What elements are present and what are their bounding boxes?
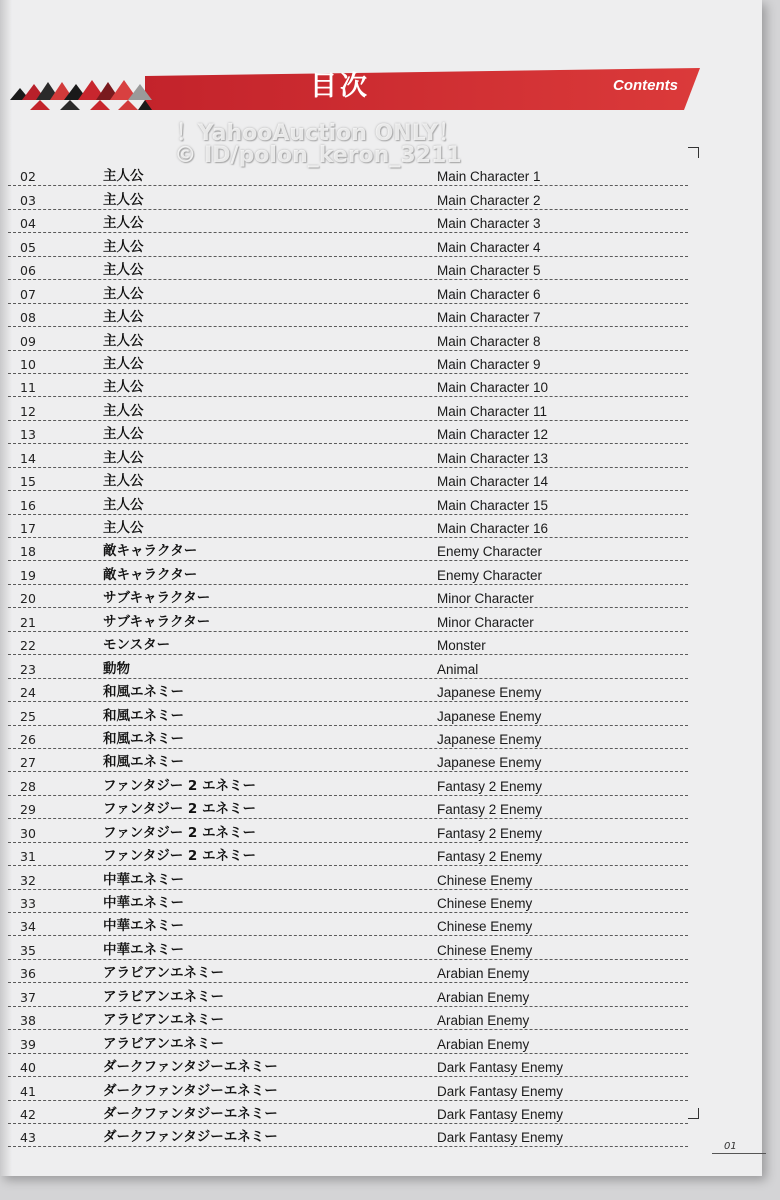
- toc-page-number: 24: [20, 685, 36, 701]
- toc-title-en: Main Character 16: [437, 521, 549, 536]
- toc-title-en: Enemy Character: [437, 567, 543, 583]
- toc-title-jp: アラビアンエネミー: [103, 965, 224, 982]
- toc-title-en: Main Character 8: [437, 333, 541, 349]
- toc-row: [8, 421, 688, 444]
- toc-row: [8, 702, 688, 725]
- toc-page-number: 12: [20, 403, 36, 419]
- toc-title-en: Fantasy 2 Enemy: [437, 802, 543, 818]
- toc-row: [8, 866, 688, 889]
- toc-row: [8, 233, 688, 256]
- toc-title-jp: 主人公: [103, 309, 144, 326]
- toc-row: [8, 351, 688, 374]
- toc-page-number: 29: [20, 802, 36, 818]
- toc-row: [8, 632, 688, 655]
- toc-title-jp: 主人公: [103, 215, 144, 232]
- toc-title-jp: ファンタジー 2 エネミー: [103, 824, 256, 841]
- toc-title-jp: 主人公: [103, 355, 144, 372]
- toc-row: [8, 679, 688, 702]
- toc-row: [8, 444, 688, 467]
- toc-title-jp: ファンタジー 2 エネミー: [103, 777, 256, 794]
- toc-page-number: 13: [20, 427, 36, 443]
- toc-title-en: Main Character 14: [437, 474, 549, 490]
- toc-title-en: Main Character 5: [437, 263, 541, 279]
- toc-row: [8, 772, 688, 795]
- toc-row: [8, 397, 688, 420]
- toc-title-jp: 主人公: [103, 449, 144, 466]
- toc-title-jp: 主人公: [103, 191, 144, 208]
- toc-title-en: Main Character 6: [437, 286, 541, 302]
- toc-page-number: 34: [20, 919, 36, 935]
- toc-page-number: 11: [20, 380, 36, 396]
- toc-title-en: Japanese Enemy: [437, 755, 542, 771]
- corner-mark-bottom-right: [688, 1108, 699, 1119]
- toc-title-jp: 主人公: [103, 262, 144, 279]
- toc-row: [8, 960, 688, 983]
- toc-page-number: 23: [20, 661, 36, 677]
- triangle-pattern-icon: [10, 80, 152, 110]
- toc-title-jp: 動物: [103, 660, 130, 677]
- toc-row: [8, 374, 688, 397]
- toc-title-jp: アラビアンエネミー: [103, 1012, 224, 1029]
- toc-page-number: 39: [20, 1036, 36, 1052]
- toc-title-en: Chinese Enemy: [437, 919, 533, 935]
- toc-page-number: 43: [20, 1130, 36, 1146]
- toc-row: [8, 491, 688, 514]
- toc-page-number: 32: [20, 872, 36, 888]
- toc-title-en: Fantasy 2 Enemy: [437, 778, 543, 794]
- toc-row: [8, 585, 688, 608]
- toc-title-jp: 主人公: [103, 473, 144, 490]
- toc-row: [8, 936, 688, 959]
- toc-row: [8, 327, 688, 350]
- toc-page-number: 27: [20, 755, 36, 771]
- toc-title-jp: ダークファンタジーエネミー: [103, 1082, 278, 1099]
- toc-title-en: Main Character 12: [437, 427, 549, 443]
- toc-title-en: Chinese Enemy: [437, 942, 533, 958]
- toc-title-jp: 和風エネミー: [103, 684, 184, 701]
- toc-page-number: 16: [20, 497, 36, 513]
- table-of-contents: [8, 163, 688, 1147]
- toc-row: [8, 1030, 688, 1053]
- toc-page-number: 36: [20, 966, 36, 982]
- toc-row: [8, 655, 688, 678]
- banner-subtitle: Contents: [613, 77, 678, 94]
- toc-row: [8, 913, 688, 936]
- toc-page-number: 30: [20, 825, 36, 841]
- toc-page-number: 25: [20, 708, 36, 724]
- toc-page-number: 09: [20, 333, 36, 349]
- toc-row: [8, 515, 688, 538]
- toc-title-jp: 主人公: [103, 332, 144, 349]
- toc-row: [8, 890, 688, 913]
- toc-title-en: Main Character 13: [437, 450, 549, 466]
- toc-page-number: 38: [20, 1013, 36, 1029]
- toc-title-en: Fantasy 2 Enemy: [437, 849, 543, 865]
- toc-page-number: 35: [20, 942, 36, 958]
- toc-title-en: Main Character 10: [437, 380, 549, 396]
- watermark-line-1: ！YahooAuction ONLY！: [175, 121, 461, 146]
- corner-mark-top-right: [688, 147, 699, 158]
- toc-title-jp: 敵キャラクター: [103, 566, 198, 583]
- toc-page-number: 37: [20, 989, 36, 1005]
- toc-row: [8, 819, 688, 842]
- toc-page-number: 08: [20, 310, 36, 326]
- toc-row: [8, 538, 688, 561]
- toc-title-en: Main Character 15: [437, 497, 549, 513]
- toc-page-number: 40: [20, 1060, 36, 1076]
- toc-row: [8, 1054, 688, 1077]
- toc-title-jp: サブキャラクター: [103, 590, 211, 607]
- toc-title-jp: 主人公: [103, 520, 144, 536]
- toc-page-number: 05: [20, 239, 36, 255]
- watermark-line-2: © ID/polon_keron_3211: [174, 143, 462, 168]
- toc-page-number: 10: [20, 356, 36, 372]
- toc-title-en: Main Character 4: [437, 239, 541, 255]
- toc-title-en: Arabian Enemy: [437, 1013, 530, 1029]
- toc-row: [8, 1101, 688, 1124]
- toc-title-en: Japanese Enemy: [437, 731, 542, 747]
- toc-row: [8, 304, 688, 327]
- toc-page-number: 02: [20, 169, 36, 185]
- toc-title-en: Minor Character: [437, 591, 534, 607]
- toc-title-en: Arabian Enemy: [437, 966, 530, 982]
- toc-page-number: 42: [20, 1106, 36, 1122]
- toc-title-en: Enemy Character: [437, 544, 543, 560]
- toc-page-number: 20: [20, 591, 36, 607]
- toc-page-number: 33: [20, 896, 36, 911]
- toc-title-en: Japanese Enemy: [437, 708, 542, 724]
- toc-title-jp: ダークファンタジーエネミー: [103, 1059, 278, 1076]
- toc-row: [8, 983, 688, 1006]
- toc-row: [8, 210, 688, 233]
- toc-row: [8, 561, 688, 584]
- toc-title-en: Dark Fantasy Enemy: [437, 1083, 564, 1099]
- toc-title-en: Arabian Enemy: [437, 989, 530, 1005]
- toc-title-en: Dark Fantasy Enemy: [437, 1060, 564, 1076]
- toc-page-number: 15: [20, 474, 36, 490]
- toc-title-jp: ダークファンタジーエネミー: [103, 1105, 278, 1122]
- toc-page-number: 26: [20, 731, 36, 747]
- toc-title-en: Main Character 3: [437, 216, 541, 232]
- toc-row: [8, 726, 688, 749]
- toc-title-en: Animal: [437, 661, 479, 677]
- toc-title-en: Monster: [437, 638, 486, 654]
- toc-page-number: 04: [20, 216, 36, 232]
- toc-title-en: Chinese Enemy: [437, 896, 533, 911]
- toc-title-jp: 中華エネミー: [103, 918, 184, 935]
- toc-page-number: 07: [20, 286, 36, 302]
- toc-row: [8, 1124, 688, 1147]
- toc-page-number: 21: [20, 614, 36, 630]
- toc-title-jp: 主人公: [103, 168, 144, 185]
- toc-row: [8, 608, 688, 631]
- toc-row: [8, 796, 688, 819]
- toc-page-number: 22: [20, 638, 36, 654]
- toc-title-en: Main Character 2: [437, 192, 541, 208]
- toc-title-jp: サブキャラクター: [103, 613, 211, 630]
- toc-page-number: 18: [20, 544, 36, 560]
- toc-title-jp: ファンタジー 2 エネミー: [103, 848, 256, 865]
- toc-title-en: Fantasy 2 Enemy: [437, 825, 543, 841]
- banner-title: 目次: [310, 71, 370, 102]
- toc-page-number: 03: [20, 192, 36, 208]
- toc-row: [8, 749, 688, 772]
- toc-row: [8, 843, 688, 866]
- toc-title-en: Minor Character: [437, 614, 534, 630]
- toc-row: [8, 186, 688, 209]
- toc-page-number: 17: [20, 521, 36, 536]
- toc-title-jp: 中華エネミー: [103, 941, 184, 958]
- toc-title-jp: 主人公: [103, 496, 144, 513]
- toc-row: [8, 280, 688, 303]
- toc-title-jp: 和風エネミー: [103, 730, 184, 747]
- toc-row: [8, 257, 688, 280]
- toc-title-en: Japanese Enemy: [437, 685, 542, 701]
- toc-page-number: 28: [20, 778, 36, 794]
- toc-title-jp: アラビアンエネミー: [103, 1035, 224, 1052]
- toc-title-en: Chinese Enemy: [437, 872, 533, 888]
- toc-title-en: Dark Fantasy Enemy: [437, 1130, 564, 1146]
- toc-title-jp: アラビアンエネミー: [103, 988, 224, 1005]
- toc-page-number: 31: [20, 849, 36, 865]
- toc-page-number: 06: [20, 263, 36, 279]
- toc-title-en: Main Character 7: [437, 310, 541, 326]
- toc-title-jp: ダークファンタジーエネミー: [103, 1129, 278, 1146]
- toc-row: [8, 468, 688, 491]
- toc-page-number: 14: [20, 450, 36, 466]
- contents-banner: [0, 60, 700, 118]
- toc-title-jp: 主人公: [103, 285, 144, 302]
- toc-page-number: 41: [20, 1083, 36, 1099]
- toc-title-jp: 和風エネミー: [103, 707, 184, 724]
- page-number: 01: [712, 1141, 766, 1154]
- toc-title-en: Main Character 1: [437, 169, 541, 185]
- toc-title-jp: 中華エネミー: [103, 895, 184, 911]
- toc-title-jp: 主人公: [103, 379, 144, 396]
- toc-row: [8, 1077, 688, 1100]
- toc-title-en: Arabian Enemy: [437, 1036, 530, 1052]
- toc-row: [8, 1007, 688, 1030]
- toc-title-en: Dark Fantasy Enemy: [437, 1106, 564, 1122]
- toc-title-jp: 敵キャラクター: [103, 543, 198, 560]
- toc-title-jp: モンスター: [103, 637, 171, 654]
- toc-row: [8, 163, 688, 186]
- toc-page-number: 19: [20, 567, 36, 583]
- toc-title-jp: ファンタジー 2 エネミー: [103, 801, 256, 818]
- toc-title-jp: 主人公: [103, 402, 144, 419]
- toc-title-jp: 中華エネミー: [103, 871, 184, 888]
- toc-title-jp: 和風エネミー: [103, 754, 184, 771]
- toc-title-jp: 主人公: [103, 426, 144, 443]
- toc-title-jp: 主人公: [103, 238, 144, 255]
- toc-title-en: Main Character 11: [437, 403, 548, 419]
- toc-title-en: Main Character 9: [437, 356, 541, 372]
